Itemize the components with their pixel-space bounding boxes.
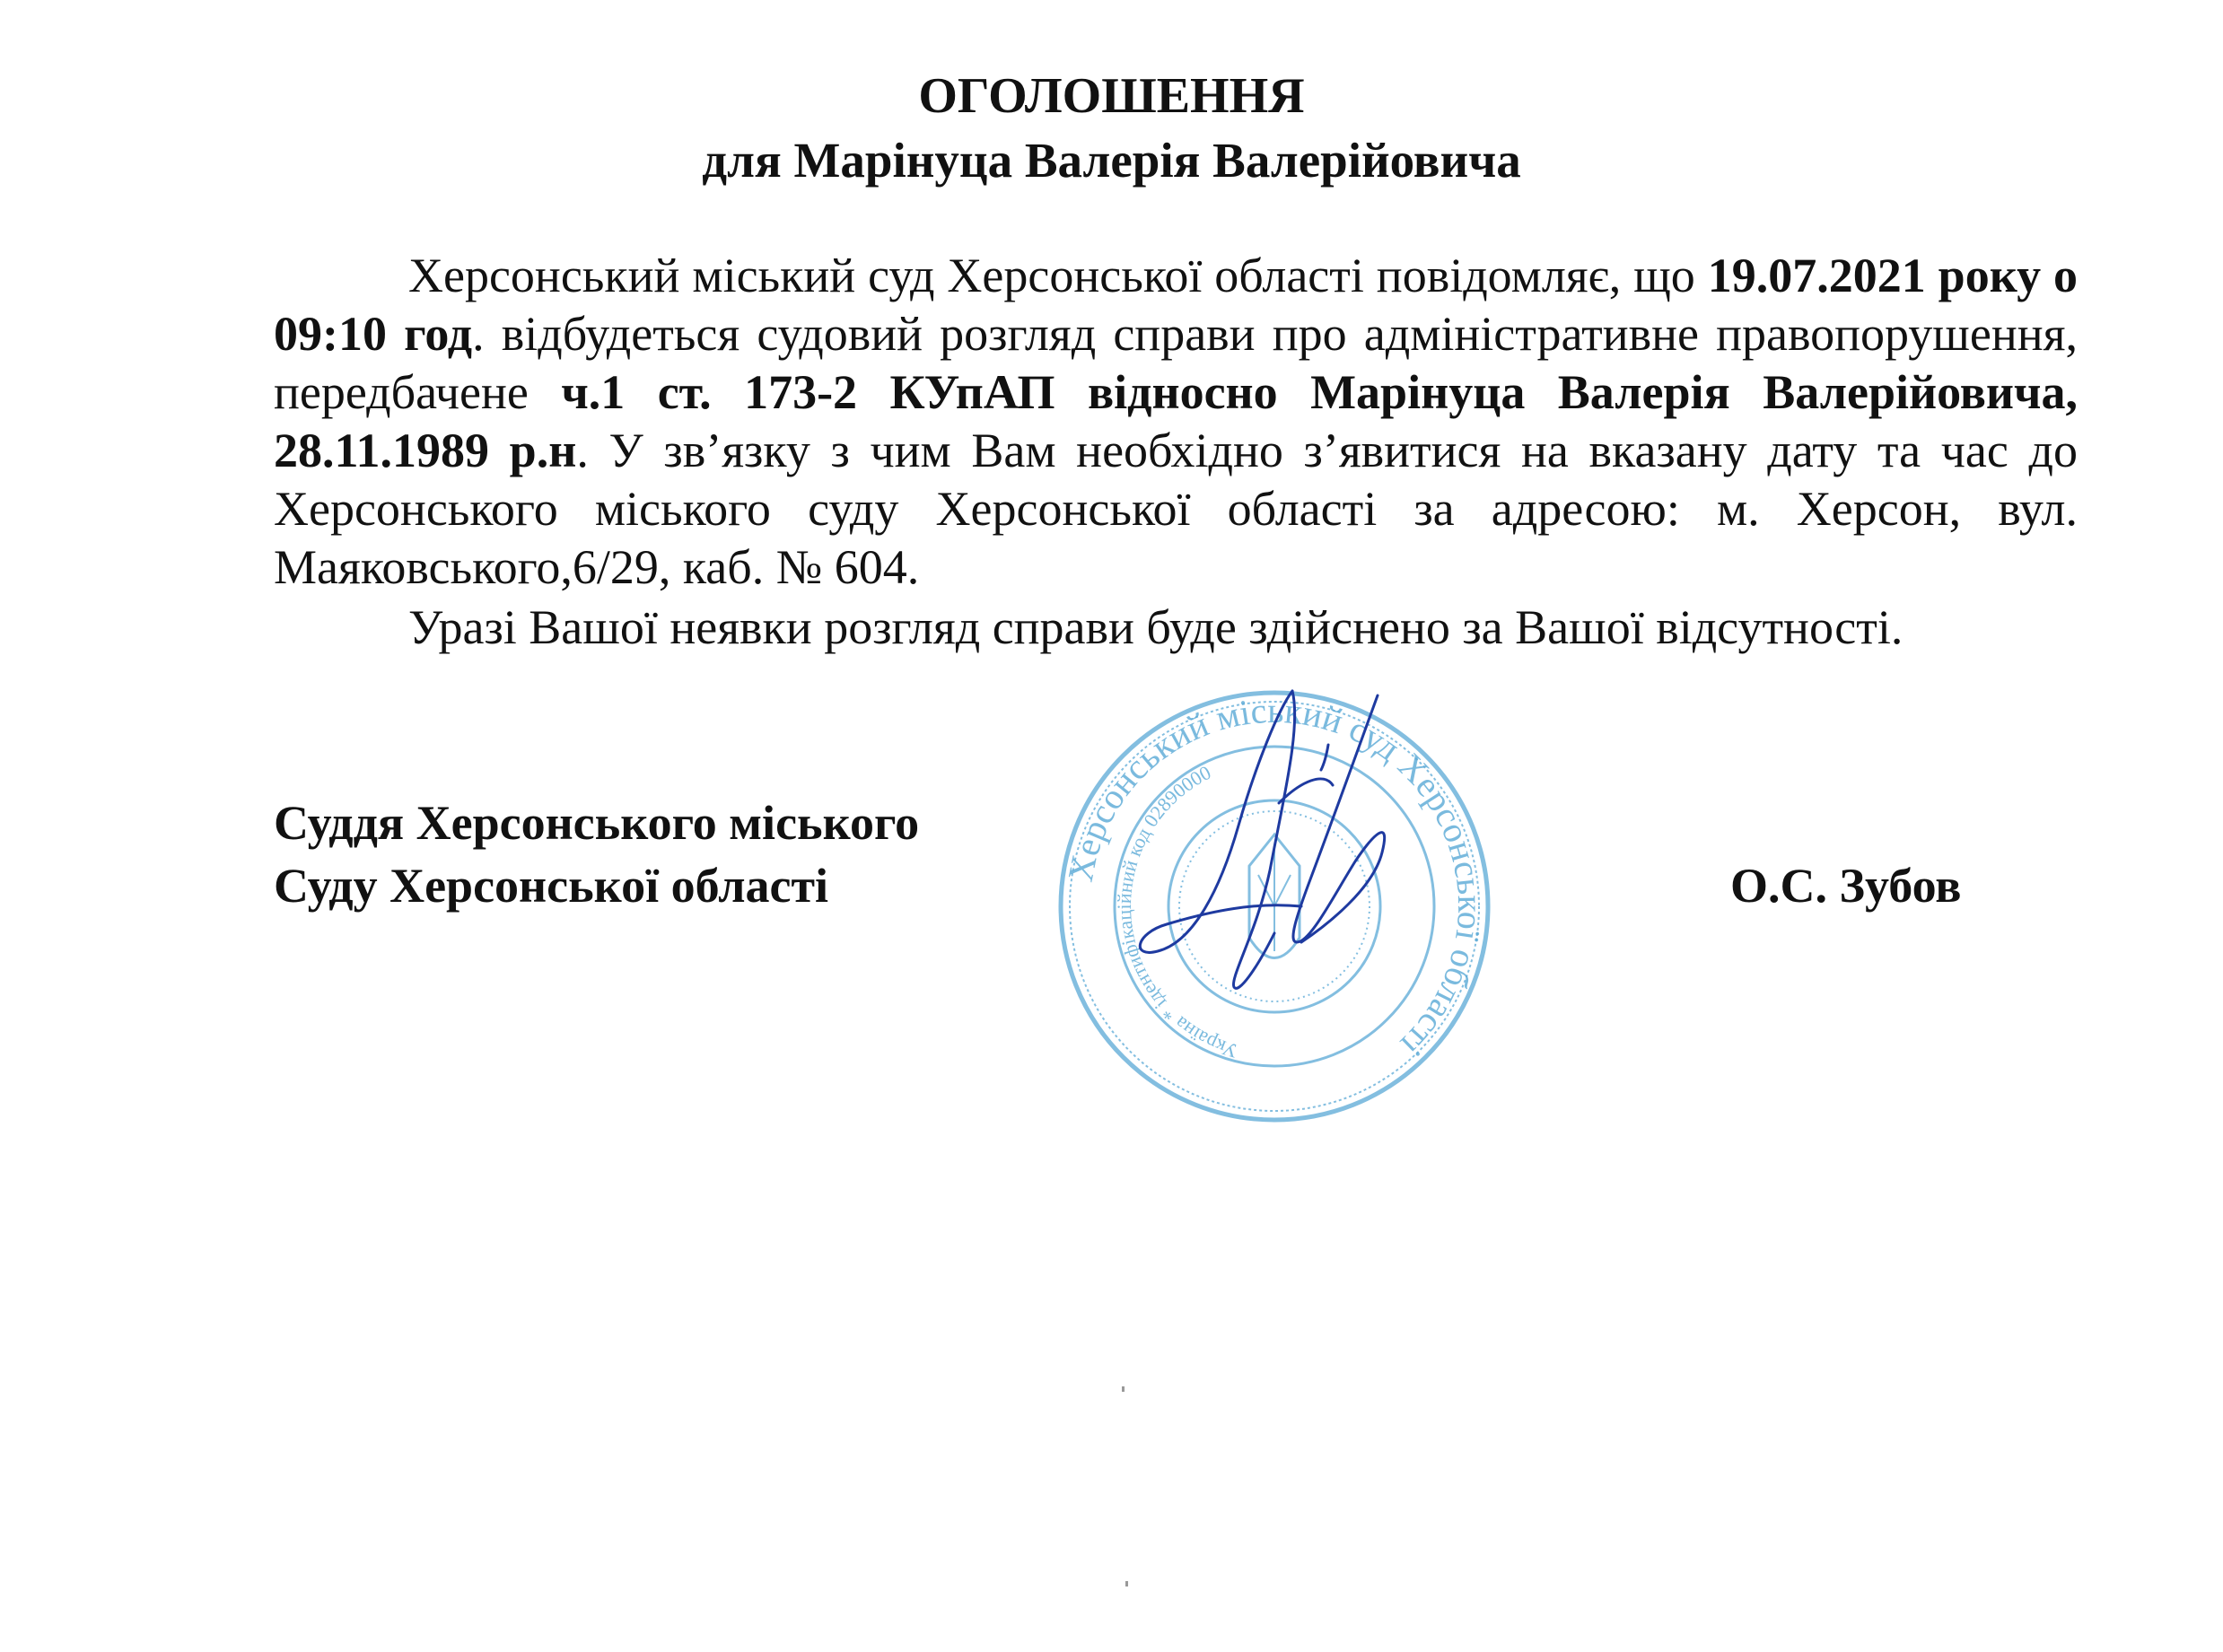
judge-position-line-1: Суддя Херсонського міського bbox=[274, 796, 920, 850]
scan-speck bbox=[1122, 1386, 1125, 1392]
case-article-and-person: ч.1 ст. 173-2 КУпАП відносно Марінуца Валерія Валерійовича, 28.11.1989 р.н bbox=[274, 365, 2078, 477]
signature-icon bbox=[1122, 673, 1481, 1050]
notice-text-1: Херсонський міський суд Херсонської області повідомляє, що bbox=[408, 249, 1708, 302]
judge-position-line-2: Суду Херсонської області bbox=[274, 859, 829, 913]
document-title: ОГОЛОШЕННЯ bbox=[918, 68, 1305, 124]
seal-inner-text: Україна * ідентифікаційний код 02890000 bbox=[1112, 760, 1240, 1063]
seal-outer-text: Херсонський міський суд Херсонської області bbox=[1059, 689, 1492, 1065]
judge-position bbox=[274, 791, 919, 917]
judge-name: О.С. Зубов bbox=[1730, 859, 1962, 913]
hearing-datetime: 19.07.2021 року о 09:10 год bbox=[274, 249, 2079, 361]
document-subtitle: для Марінуца Валерія Валерійовича bbox=[702, 133, 1521, 188]
notice-paragraph bbox=[274, 247, 2078, 597]
document-body bbox=[274, 247, 2078, 657]
notice-text-3: . У зв’язку з чим Вам необхідно з’явитися на вказану дату та час до Херсонського міського суду Херсонської області за адресою: м. Херсон, вул. Маяковського,6/29, каб. № 604. bbox=[274, 424, 2078, 594]
notice-text-2: . відбудеться судовий розгляд справи про адміністративне правопорушення, передбачене bbox=[274, 307, 2078, 419]
scan-speck bbox=[1125, 1581, 1128, 1586]
absence-paragraph: Уразі Вашої неявки розгляд справи буде здійснено за Вашої відсутності. bbox=[408, 600, 1904, 654]
